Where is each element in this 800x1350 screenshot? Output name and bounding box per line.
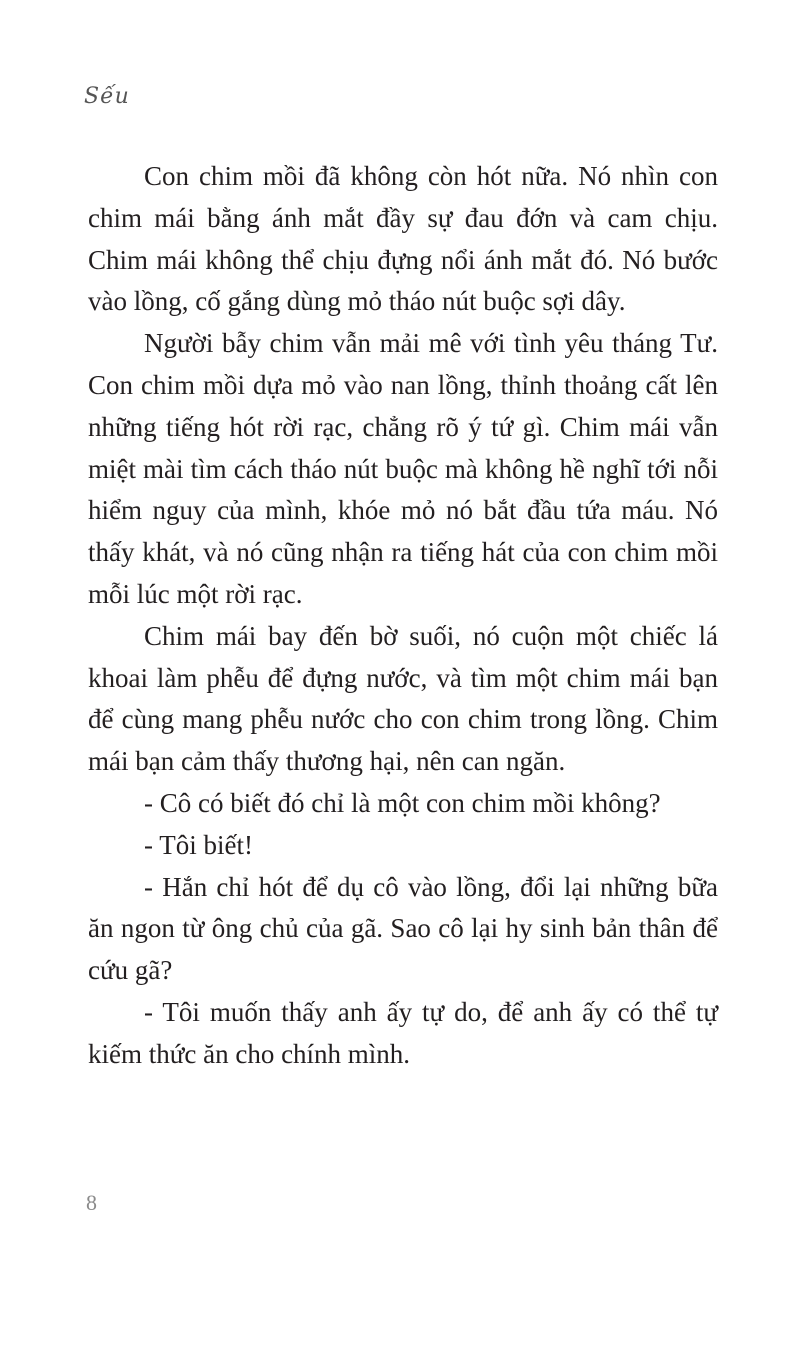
paragraph: Con chim mồi đã không còn hót nữa. Nó nhìn con chim mái bằng ánh mắt đầy sự đau đớn và cam chịu. Chim mái không thể chịu đựng nổi ánh mắt đó. Nó bước vào lồng, cố gắng dùng mỏ tháo nút buộc sợi dây. bbox=[88, 161, 718, 317]
dialogue-line: - Hắn chỉ hót để dụ cô vào lồng, đổi lại những bữa ăn ngon từ ông chủ của gã. Sao cô lại hy sinh bản thân để cứu gã? bbox=[88, 871, 718, 986]
dialogue-line: - Tôi muốn thấy anh ấy tự do, để anh ấy có thể tự kiếm thức ăn cho chính mình. bbox=[88, 996, 718, 1069]
running-head: Sếu bbox=[84, 84, 130, 109]
paragraph: Chim mái bay đến bờ suối, nó cuộn một chiếc lá khoai làm phễu để đựng nước, và tìm một chim mái bạn để cùng mang phễu nước cho con chim trong lồng. Chim mái bạn cảm thấy thương hại, nên can ngăn. bbox=[88, 620, 718, 777]
dialogue-line: - Cô có biết đó chỉ là một con chim mồi không? bbox=[144, 787, 661, 818]
dialogue-line: - Tôi biết! bbox=[144, 829, 253, 860]
page-number: 8 bbox=[86, 1190, 97, 1215]
paragraph: Người bẫy chim vẫn mải mê với tình yêu tháng Tư. Con chim mồi dựa mỏ vào nan lồng, thỉnh thoảng cất lên những tiếng hót rời rạc, chẳng rõ ý tứ gì. Chim mái vẫn miệt mài tìm cách tháo nút buộc mà không hề nghĩ tới nỗi hiểm nguy của mình, khóe mỏ nó bắt đầu tứa máu. Nó thấy khát, và nó cũng nhận ra tiếng hát của con chim mồi mỗi lúc một rời rạc. bbox=[88, 328, 718, 609]
body-text bbox=[88, 156, 718, 1076]
